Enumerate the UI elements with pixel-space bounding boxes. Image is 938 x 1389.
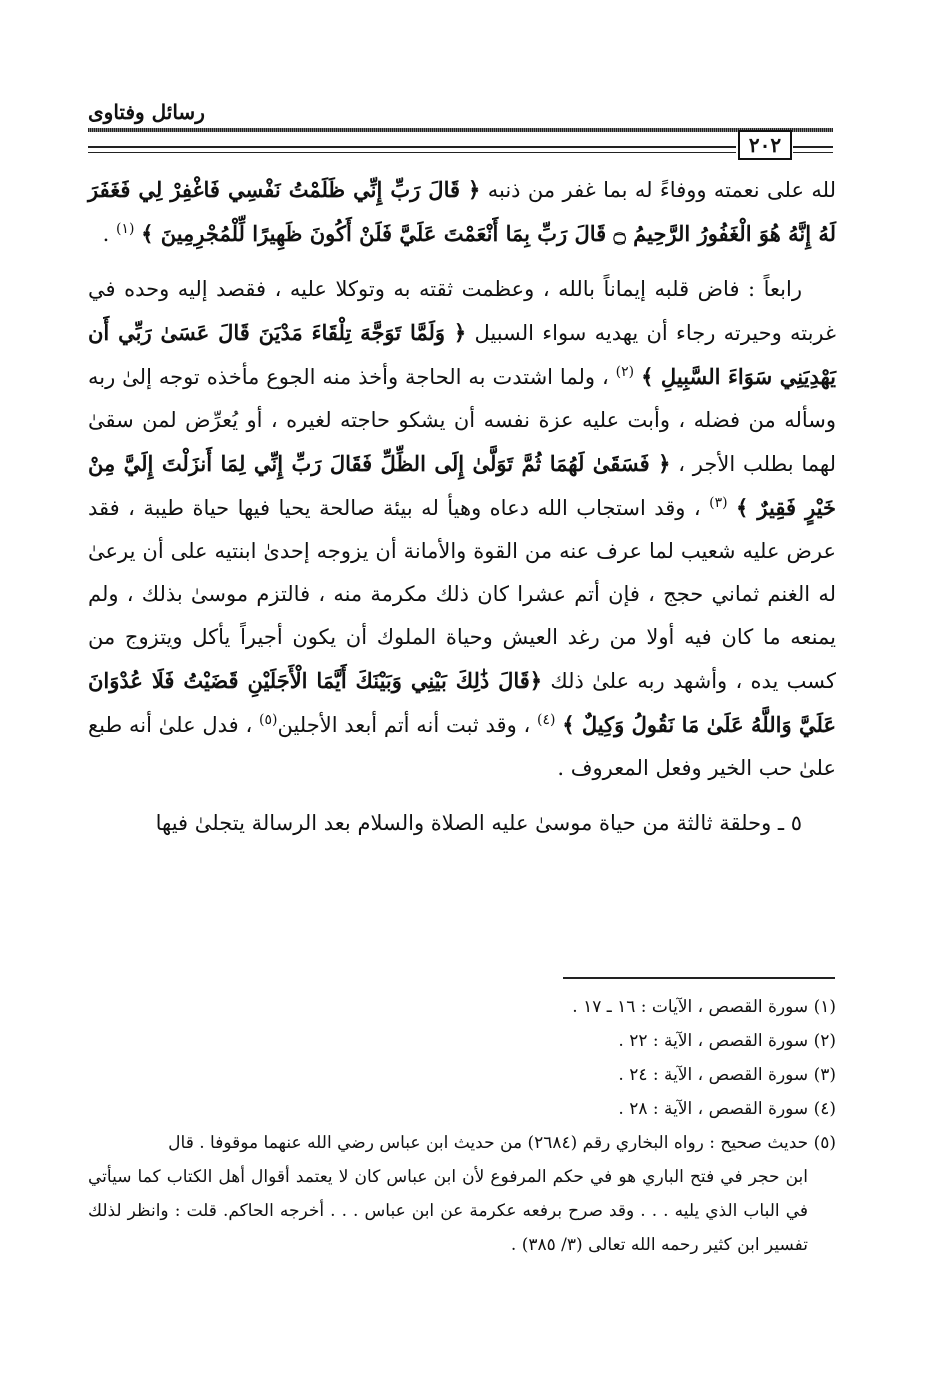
text: .: [102, 222, 110, 246]
text: ، وقد ثبت أنه أتم أبعد الأجلين: [277, 713, 531, 737]
quran-verse: ﴿ وَلَمَّا تَوَجَّهَ تِلْقَاءَ مَدْيَنَ قَالَ عَسَىٰ رَبِّي أَن يَهْدِيَنِي سَوَاءَ السَّبِيلِ ﴾: [88, 320, 836, 389]
footnote-5-rest: ابن حجر في فتح الباري هو في حكم المرفوع لأن ابن عباس كان لا يعتمد أقوال أهل الكتاب كما سيأتي في الباب الذي يليه . . . وقد صرح برفعه عكرمة عن ابن عباس . . . أخرجه الحاكم. قلت : وانظر لذلك تفسير ابن كثير رحمه الله تعالى (٣/ ٣٨٥) .: [88, 1167, 808, 1255]
text: رابعاً : فاض قلبه إيماناً بالله ، وعظمت ثقته به وتوكلا عليه ، فقصد إليه وحده في غربته وحيرته رجاء أن يهديه سواء السبيل: [88, 277, 836, 345]
footnotes: [88, 990, 836, 1262]
footnote-ref: (٣): [709, 495, 728, 511]
paragraph-3: ٥ ـ وحلقة ثالثة من حياة موسىٰ عليه الصلاة والسلام بعد الرسالة يتجلىٰ فيها: [155, 811, 802, 835]
footnote-2: (٢) سورة القصص ، الآية : ٢٢ .: [618, 1031, 836, 1051]
body-text: [88, 168, 836, 857]
footnote-1: (١) سورة القصص ، الآيات : ١٦ ـ ١٧ .: [572, 997, 836, 1017]
text: ، ولما اشتدت به الحاجة وأخذ منه الجوع مأخذه توجه إلىٰ ربه وسأله من فضله ، وأبت عليه عزة نفسه أن يشكو حاجته لغيره ، أو يُعرِّض لمن سقىٰ لهما بطلب الأجر ،: [88, 365, 836, 476]
running-title: رسائل وفتاوى: [88, 100, 205, 124]
header-rule: [88, 128, 833, 132]
footnote-3: (٣) سورة القصص ، الآية : ٢٤ .: [618, 1065, 836, 1085]
paragraph-1: [88, 168, 836, 256]
footnote-ref: (٤): [537, 712, 556, 728]
footnote-ref: (٢): [615, 364, 635, 380]
footnote-separator: [563, 977, 835, 979]
footnote-ref: (١): [115, 221, 135, 237]
footnote-ref: (٥): [259, 712, 278, 728]
text: لله على نعمته ووفاءً له بما غفر من ذنبه: [487, 178, 837, 202]
footnote-4: (٤) سورة القصص ، الآية : ٢٨ .: [618, 1099, 836, 1119]
text: ، وقد استجاب الله دعاه وهيأ له بيئة صالحة يحيا فيها حياة طيبة ، فقد عرض عليه شعيب لما عرف عنه من القوة والأمانة أن يزوجه إحدىٰ ابنتيه على أن يرعىٰ له الغنم ثماني حجج ، فإن أتم عشرا كان ذلك مكرمة منه ، فالتزم موسىٰ بذلك ، ولم يمنعه ما كان فيه أولا من رغد العيش وحياة الملوك أن يكون أجيراً يأكل ويتزوج من كسب يده ، وأشهد ربه علىٰ ذلك: [88, 496, 836, 693]
quran-verse: ﴿ فَسَقَىٰ لَهُمَا ثُمَّ تَوَلَّىٰ إِلَى الظِّلِّ فَقَالَ رَبِّ إِنِّي لِمَا أَنزَلْتَ إِلَيَّ مِنْ خَيْرٍ فَقِيرٌ ﴾: [88, 451, 836, 520]
quran-verse: ﴿قَالَ ذَٰلِكَ بَيْنِي وَبَيْنَكَ أَيَّمَا الْأَجَلَيْنِ قَضَيْتُ فَلَا عُدْوَانَ عَلَيَّ وَاللَّهُ عَلَىٰ مَا نَقُولُ وَكِيلٌ ﴾: [88, 668, 836, 737]
header-rule-line: [88, 146, 736, 148]
text: ، فدل علىٰ أنه طبع علىٰ حب الخير وفعل المعروف .: [88, 713, 836, 780]
header-rule-line: [793, 152, 833, 153]
header-rule-line: [88, 152, 736, 153]
header-rule-line: [793, 146, 833, 148]
paragraph-2: [88, 268, 836, 790]
quran-verse: ﴿ قَالَ رَبِّ إِنِّي ظَلَمْتُ نَفْسِي فَاغْفِرْ لِي فَغَفَرَ لَهُ إِنَّهُ هُوَ الْغَفُورُ الرَّحِيمُ ۝ قَالَ رَبِّ بِمَا أَنْعَمْتَ عَلَيَّ فَلَنْ أَكُونَ ظَهِيرًا لِّلْمُجْرِمِينَ ﴾: [88, 177, 836, 246]
footnote-5: [88, 1126, 836, 1262]
footnote-5-first: (٥) حديث صحيح : رواه البخاري رقم (٢٦٨٤) من حديث ابن عباس رضي الله عنهما موقوفا . قال: [168, 1133, 836, 1153]
page-number: ٢٠٢: [738, 130, 792, 160]
